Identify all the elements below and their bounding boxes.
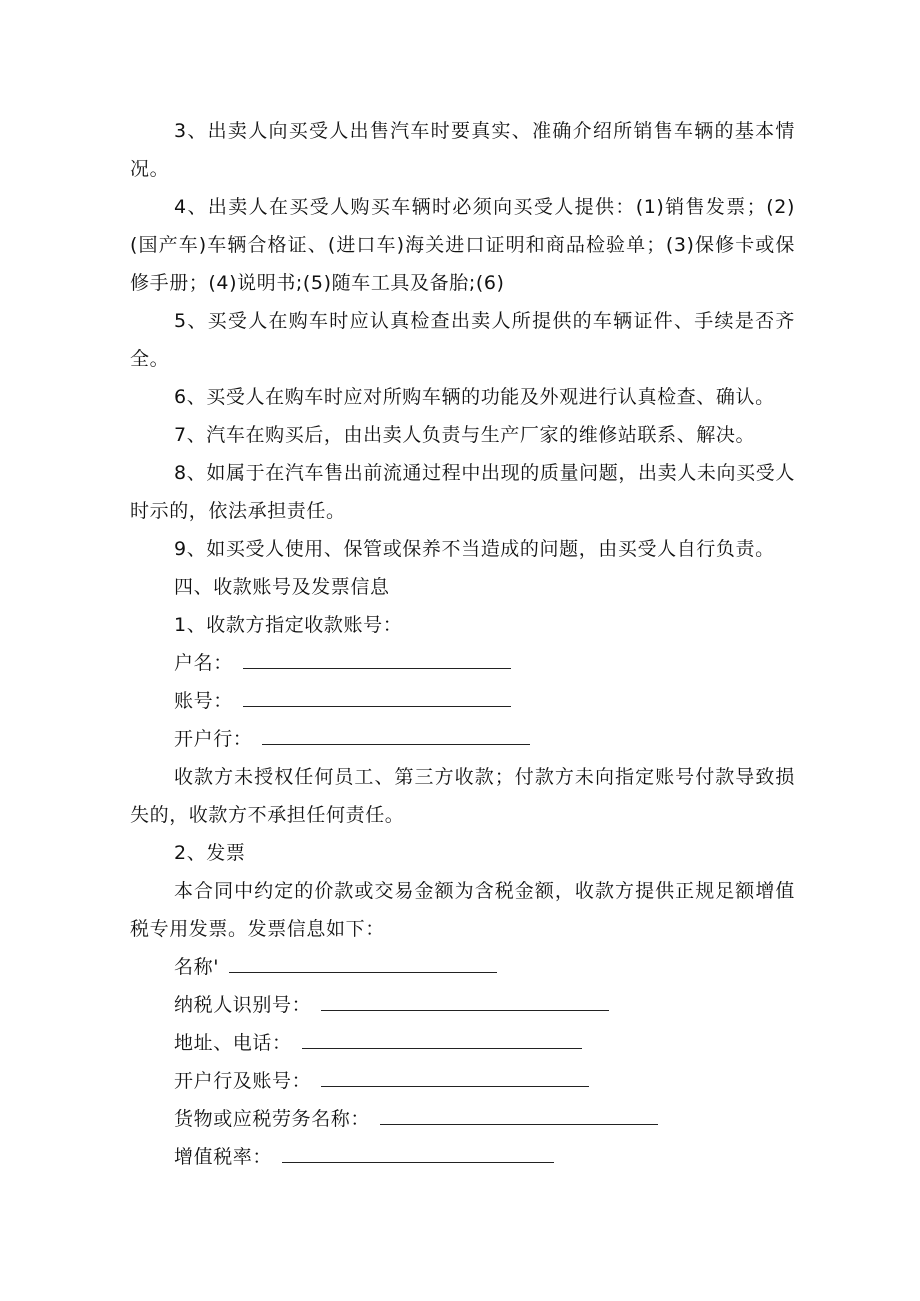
address-phone-blank[interactable] (302, 1024, 582, 1049)
clause-8: 8、如属于在汽车售出前流通过程中出现的质量问题，出卖人未向买受人时示的，依法承担责任。 (130, 462, 795, 522)
clause-7: 7、汽车在购买后，由出卖人负责与生产厂家的维修站联系、解决。 (174, 424, 756, 446)
vat-rate-row (130, 1138, 795, 1176)
account-note: 收款方未授权任何员工、第三方收款；付款方未向指定账号付款导致损失的，收款方不承担任何责任。 (130, 766, 795, 826)
bank-account-label: 开户行及账号： (174, 1070, 312, 1092)
account-number-row (130, 682, 795, 720)
invoice-intro: 本合同中约定的价款或交易金额为含税金额，收款方提供正规足额增值税专用发票。发票信息如下： (130, 880, 795, 940)
goods-service-row (130, 1100, 795, 1138)
goods-service-blank[interactable] (380, 1100, 658, 1125)
address-phone-label: 地址、电话： (174, 1032, 292, 1054)
taxpayer-id-row (130, 986, 795, 1024)
account-number-label: 账号： (174, 690, 233, 712)
bank-account-blank[interactable] (321, 1062, 589, 1087)
clause-6: 6、买受人在购车时应对所购车辆的功能及外观进行认真检查、确认。 (174, 386, 775, 408)
account-name-row (130, 644, 795, 682)
account-bank-blank[interactable] (262, 720, 530, 745)
address-phone-row (130, 1024, 795, 1062)
clause-9: 9、如买受人使用、保管或保养不当造成的问题，由买受人自行负责。 (174, 538, 775, 560)
account-name-blank[interactable] (243, 644, 511, 669)
account-intro: 1、收款方指定收款账号： (174, 614, 403, 636)
invoice-heading: 2、发票 (174, 842, 246, 864)
clause-4: 4、出卖人在买受人购买车辆时必须向买受人提供：(1)销售发票；(2)(国产车)车辆合格证、(进口车)海关进口证明和商品检验单；(3)保修卡或保修手册；(4)说明书;(5)随车工具及备胎;(6) (130, 196, 795, 294)
vat-rate-blank[interactable] (282, 1138, 554, 1163)
bank-account-row (130, 1062, 795, 1100)
taxpayer-id-blank[interactable] (321, 986, 609, 1011)
section-title: 四、收款账号及发票信息 (174, 576, 390, 598)
taxpayer-id-label: 纳税人识别号： (174, 994, 312, 1016)
clause-3: 3、出卖人向买受人出售汽车时要真实、准确介绍所销售车辆的基本情况。 (130, 120, 795, 180)
account-bank-row (130, 720, 795, 758)
account-number-blank[interactable] (243, 682, 511, 707)
invoice-name-row (130, 948, 795, 986)
clause-5: 5、买受人在购车时应认真检查出卖人所提供的车辆证件、手续是否齐全。 (130, 310, 795, 370)
vat-rate-label: 增值税率： (174, 1146, 273, 1168)
goods-service-label: 货物或应税劳务名称： (174, 1108, 371, 1130)
invoice-name-label: 名称' (174, 956, 220, 978)
contract-text-block (130, 112, 795, 1176)
invoice-name-blank[interactable] (229, 948, 497, 973)
account-name-label: 户名： (174, 652, 233, 674)
account-bank-label: 开户行： (174, 728, 253, 750)
